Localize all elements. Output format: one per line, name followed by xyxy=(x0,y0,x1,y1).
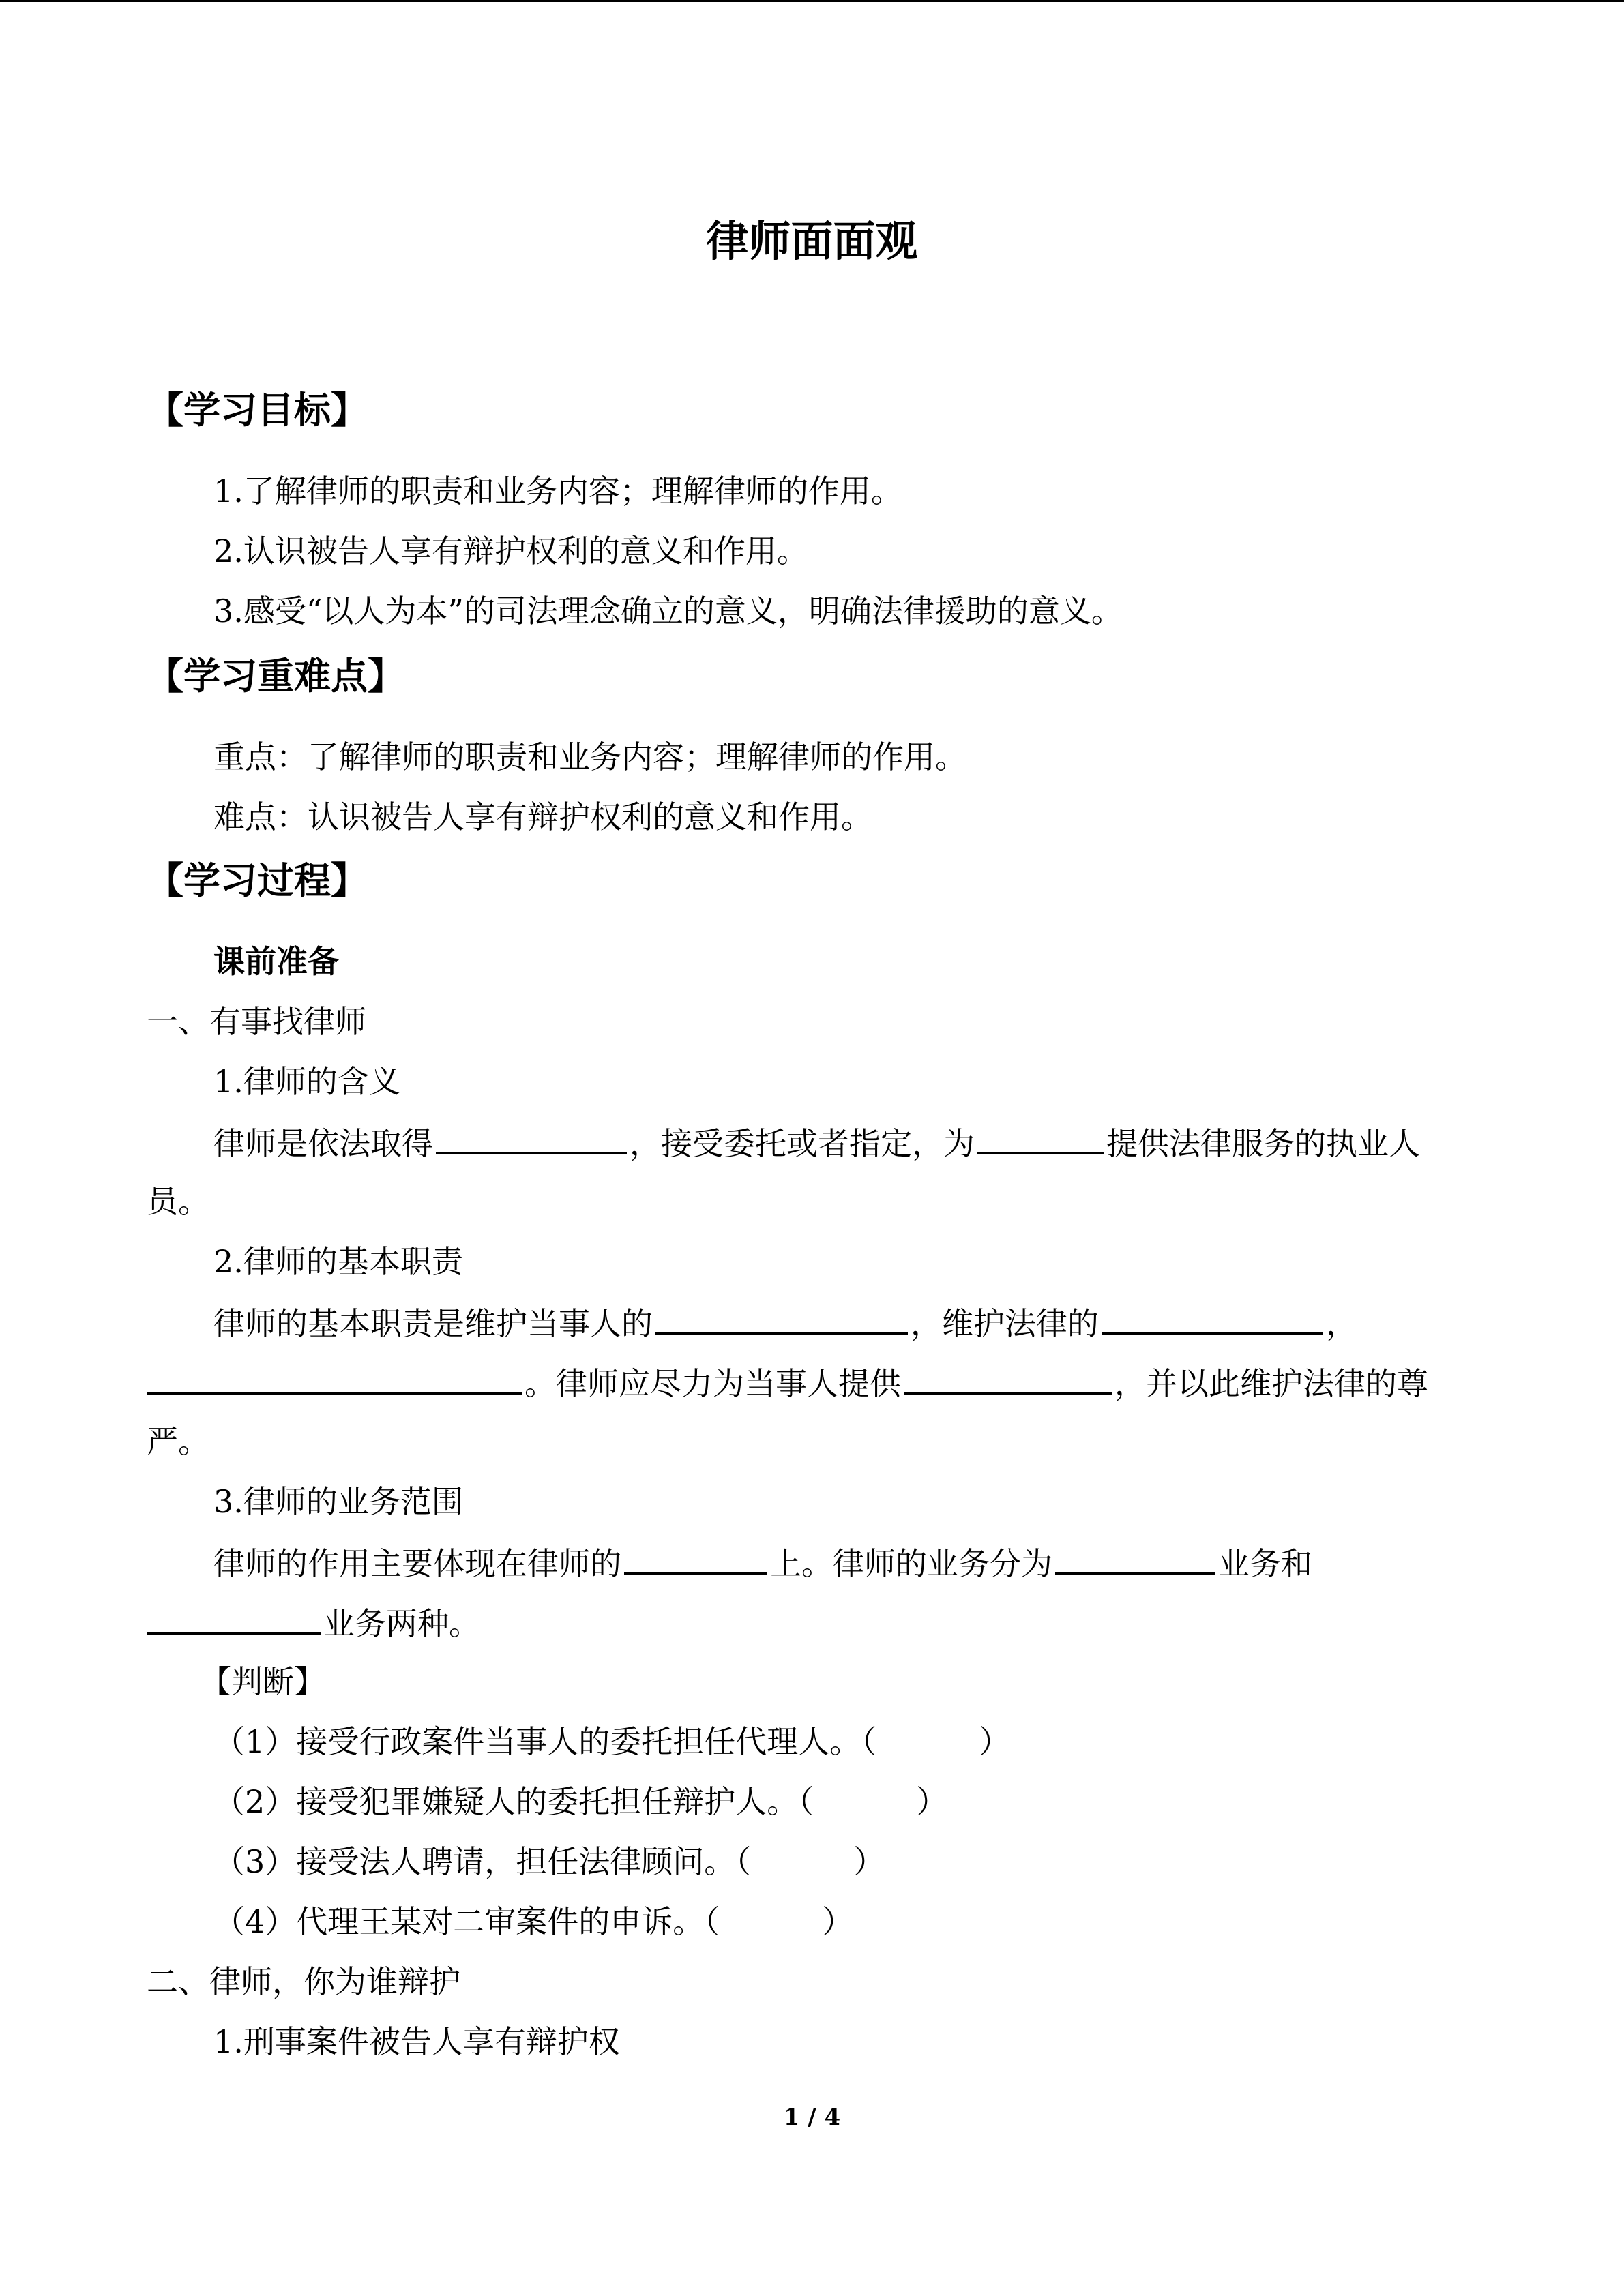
close-paren: ） xyxy=(916,1783,948,1820)
definition-text: 提供法律服务的执业人 xyxy=(1106,1125,1420,1162)
judge-item xyxy=(213,1841,885,1882)
definition-line-end: 员。 xyxy=(147,1183,209,1220)
fill-blank[interactable] xyxy=(1102,1301,1323,1335)
objective-item: 1.了解律师的职责和业务内容；理解律师的作用。 xyxy=(213,473,902,509)
definition-text: 律师是依法取得 xyxy=(213,1125,433,1162)
fill-blank[interactable] xyxy=(655,1301,908,1335)
duty-line-end: 严。 xyxy=(147,1423,209,1460)
keypoints-heading: 【学习重难点】 xyxy=(147,655,404,698)
judge-item xyxy=(213,1781,947,1822)
fill-blank[interactable] xyxy=(904,1361,1112,1395)
fill-blank[interactable] xyxy=(977,1121,1104,1154)
duty-line xyxy=(147,1361,1428,1404)
close-paren: ） xyxy=(979,1723,1011,1760)
scope-text: 律师的作用主要体现在律师的 xyxy=(213,1545,621,1582)
definition-text: ，接受委托或者指定，为 xyxy=(630,1125,975,1162)
judge-text: （1）接受行政案件当事人的委托担任代理人。（ xyxy=(213,1723,877,1760)
keypoint-item: 重点：了解律师的职责和业务内容；理解律师的作用。 xyxy=(213,739,966,775)
scope-text: 上。律师的业务分为 xyxy=(770,1545,1052,1582)
judge-text: （2）接受犯罪嫌疑人的委托担任辩护人。（ xyxy=(213,1783,814,1820)
close-paren: ） xyxy=(853,1843,885,1880)
scope-text: 业务两种。 xyxy=(323,1605,480,1642)
part1-subheading: 3.律师的业务范围 xyxy=(213,1483,463,1520)
scope-line xyxy=(147,1601,480,1644)
prep-heading: 课前准备 xyxy=(213,943,339,980)
top-border-line xyxy=(0,0,1624,2)
duty-text: 。律师应尽力为当事人提供 xyxy=(525,1365,901,1402)
page-number: 1 / 4 xyxy=(783,2104,841,2131)
judge-item xyxy=(213,1721,1010,1762)
objectives-heading: 【学习目标】 xyxy=(147,389,368,432)
document-title: 律师面面观 xyxy=(706,216,918,266)
duty-line xyxy=(213,1301,1357,1344)
part1-subheading: 2.律师的基本职责 xyxy=(213,1243,463,1280)
fill-blank[interactable] xyxy=(147,1361,522,1395)
part2-subheading: 1.刑事案件被告人享有辩护权 xyxy=(213,2023,620,2060)
part1-title: 一、有事找律师 xyxy=(147,1003,366,1040)
duty-text: ，维护法律的 xyxy=(911,1305,1099,1342)
definition-line xyxy=(213,1121,1420,1164)
judge-text: （4）代理王某对二审案件的申诉。（ xyxy=(213,1903,720,1940)
scope-line xyxy=(213,1541,1312,1584)
judge-text: （3）接受法人聘请，担任法律顾问。（ xyxy=(213,1843,752,1880)
part2-title: 二、律师，你为谁辩护 xyxy=(147,1963,460,2000)
process-heading: 【学习过程】 xyxy=(147,859,368,902)
judge-item xyxy=(213,1901,853,1942)
fill-blank[interactable] xyxy=(624,1541,767,1575)
fill-blank[interactable] xyxy=(436,1121,627,1154)
fill-blank[interactable] xyxy=(147,1601,321,1635)
part1-subheading: 1.律师的含义 xyxy=(213,1063,400,1100)
scope-text: 业务和 xyxy=(1218,1545,1312,1582)
duty-text: ， xyxy=(1326,1305,1357,1342)
judge-heading: 【判断】 xyxy=(200,1663,325,1700)
objective-item: 3.感受“以人为本”的司法理念确立的意义，明确法律援助的意义。 xyxy=(213,593,1123,629)
duty-text: 律师的基本职责是维护当事人的 xyxy=(213,1305,653,1342)
objective-item: 2.认识被告人享有辩护权利的意义和作用。 xyxy=(213,533,808,569)
duty-text: ，并以此维护法律的尊 xyxy=(1114,1365,1428,1402)
keypoint-item: 难点：认识被告人享有辩护权利的意义和作用。 xyxy=(213,799,872,835)
close-paren: ） xyxy=(822,1903,854,1940)
fill-blank[interactable] xyxy=(1055,1541,1215,1575)
